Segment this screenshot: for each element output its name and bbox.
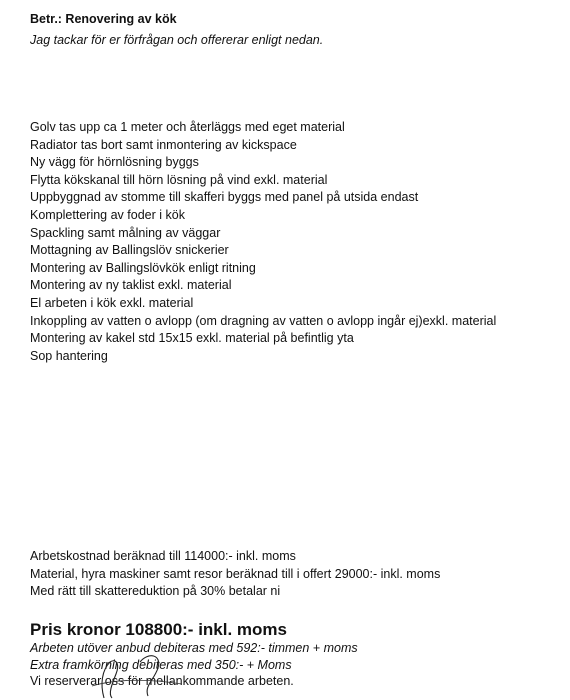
work-item: Ny vägg för hörnlösning byggs xyxy=(30,155,199,170)
tax-deduction-note: Med rätt till skattereduktion på 30% betalar ni xyxy=(30,584,281,598)
work-item: Mottagning av Ballingslöv snickerier xyxy=(30,243,229,258)
total-price: Pris kronor 108800:- inkl. moms xyxy=(30,620,287,639)
extra-work-rate: Arbeten utöver anbud debiteras med 592:- timmen + moms xyxy=(30,641,358,655)
work-item: Montering av ny taklist exkl. material xyxy=(30,278,232,293)
work-item: Montering av kakel std 15x15 exkl. material på befintlig yta xyxy=(30,331,354,346)
labor-cost: Arbetskostnad beräknad till 114000:- inkl. moms xyxy=(30,549,296,563)
work-item: Komplettering av foder i kök xyxy=(30,207,185,222)
work-item: Flytta kökskanal till hörn lösning på vind exkl. material xyxy=(30,172,328,187)
signature-scribble xyxy=(82,640,192,700)
intro-text: Jag tackar för er förfrågan och offererar enligt nedan. xyxy=(30,33,324,47)
material-cost: Material, hyra maskiner samt resor beräknad till i offert 29000:- inkl. moms xyxy=(30,566,441,581)
cost-summary xyxy=(30,548,440,601)
work-items-list xyxy=(30,119,496,365)
work-item: Sop hantering xyxy=(30,348,108,363)
work-item: Radiator tas bort samt inmontering av kickspace xyxy=(30,137,297,152)
reservation-note: Vi reserverar oss för mellankommande arbeten. xyxy=(30,674,294,688)
work-item: Inkoppling av vatten o avlopp (om dragning av vatten o avlopp ingår ej)exkl. material xyxy=(30,313,497,328)
work-item: El arbeten i kök exkl. material xyxy=(30,295,194,310)
subject-line: Betr.: Renovering av kök xyxy=(30,12,177,26)
work-item: Golv tas upp ca 1 meter och återläggs med eget material xyxy=(30,120,345,134)
extra-trip-rate: Extra framkörning debiteras med 350:- + Moms xyxy=(30,657,292,672)
work-item: Montering av Ballingslövkök enligt ritning xyxy=(30,260,256,275)
work-item: Uppbyggnad av stomme till skafferi byggs med panel på utsida endast xyxy=(30,190,419,205)
terms xyxy=(30,640,358,690)
work-item: Spackling samt målning av väggar xyxy=(30,225,221,240)
